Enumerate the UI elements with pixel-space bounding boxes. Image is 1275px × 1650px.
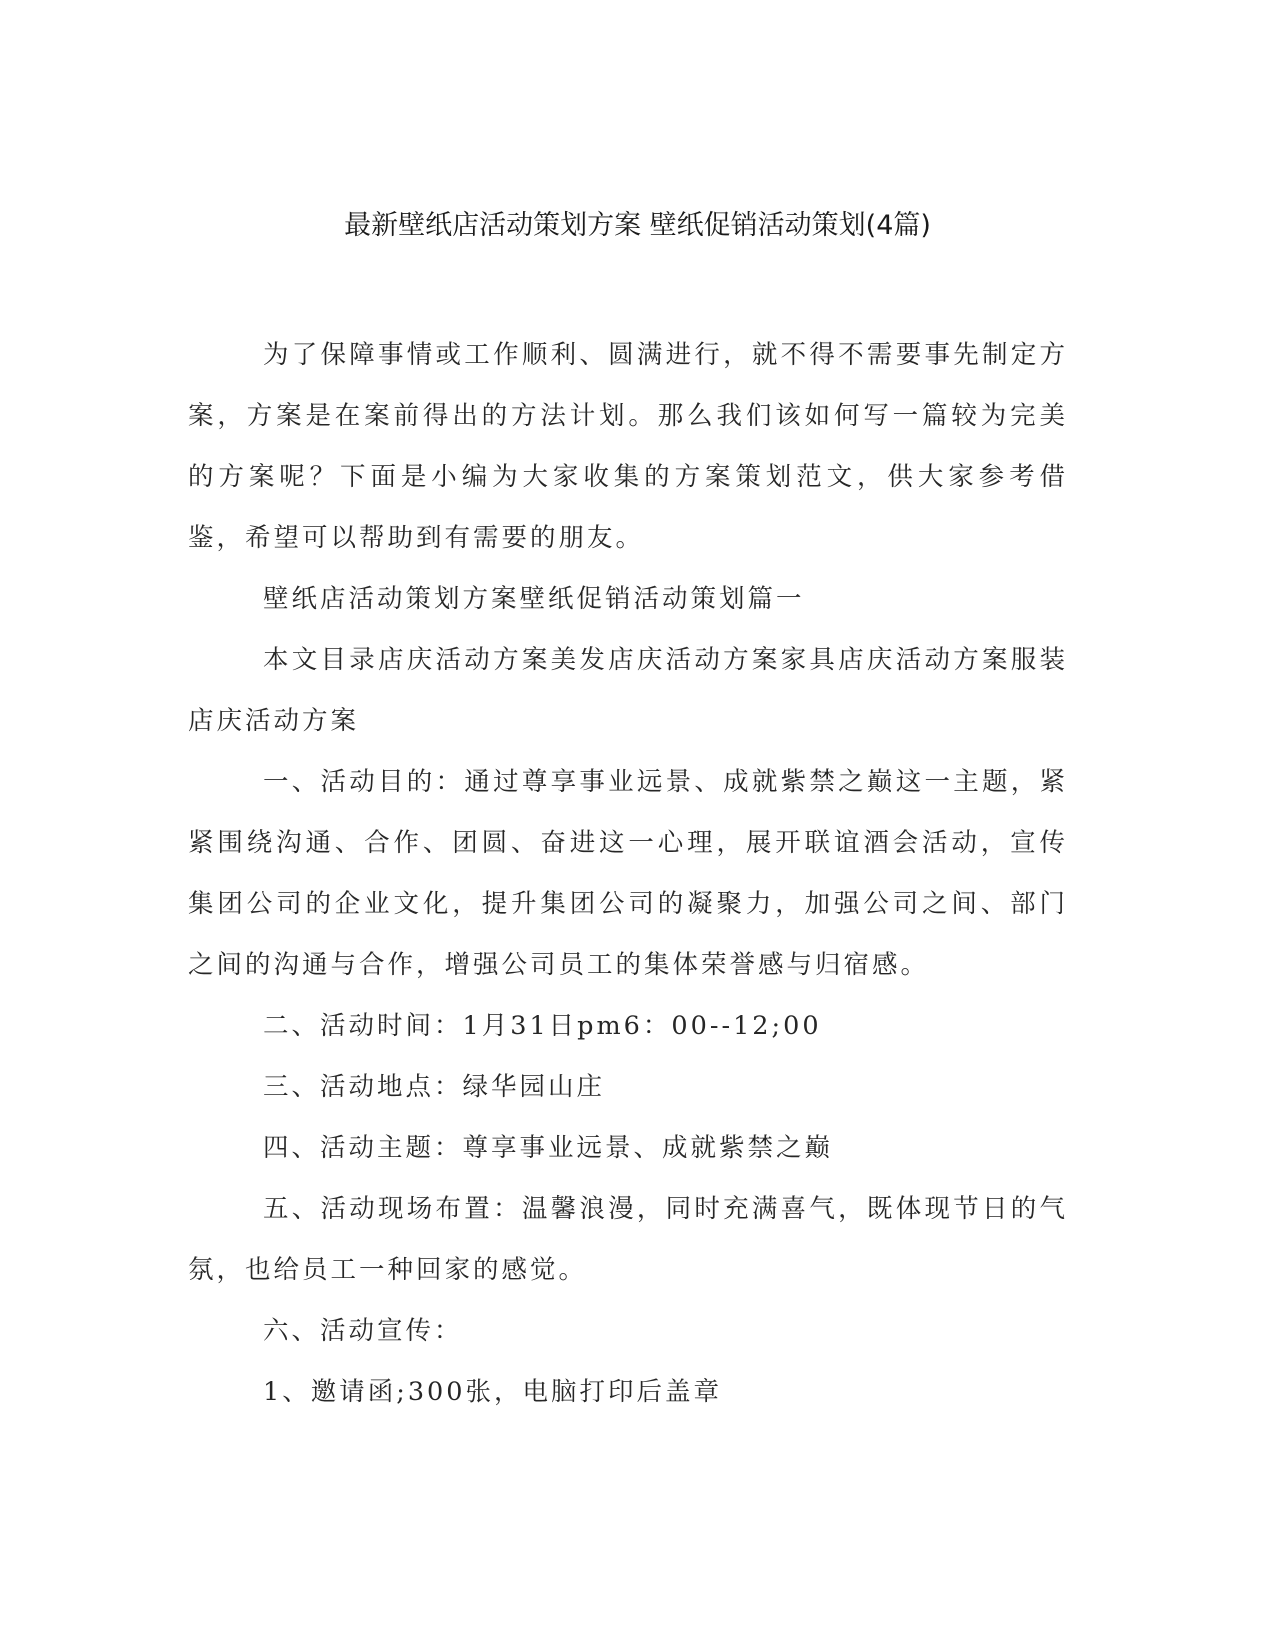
activity-venue-setup: 五、活动现场布置：温馨浪漫，同时充满喜气，既体现节日的气氛，也给员工一种回家的感觉。 — [188, 1194, 1068, 1285]
document-title: 最新壁纸店活动策划方案 壁纸促销活动策划(4篇) — [344, 210, 931, 241]
activity-purpose: 一、活动目的：通过尊享事业远景、成就紫禁之巅这一主题，紧紧围绕沟通、合作、团圆、奋进这一心理，展开联谊酒会活动，宣传集团公司的企业文化，提升集团公司的凝聚力，加强公司之间、部门之间的沟通与合作，增强公司员工的集体荣誉感与归宿感。 — [188, 767, 1068, 980]
section-heading: 壁纸店活动策划方案壁纸促销活动策划篇一 — [263, 584, 805, 614]
document-body — [188, 325, 1068, 1423]
activity-publicity: 六、活动宣传： — [263, 1316, 463, 1346]
invitation-item: 1、邀请函;300张，电脑打印后盖章 — [263, 1377, 722, 1407]
activity-time: 二、活动时间：1月31日pm6：00--12;00 — [263, 1011, 822, 1041]
activity-location: 三、活动地点：绿华园山庄 — [263, 1072, 606, 1102]
intro-paragraph: 为了保障事情或工作顺利、圆满进行，就不得不需要事先制定方案，方案是在案前得出的方法计划。那么我们该如何写一篇较为完美的方案呢？下面是小编为大家收集的方案策划范文，供大家参考借鉴，希望可以帮助到有需要的朋友。 — [188, 340, 1068, 553]
table-of-contents-line: 本文目录店庆活动方案美发店庆活动方案家具店庆活动方案服装店庆活动方案 — [188, 645, 1068, 736]
activity-theme: 四、活动主题：尊享事业远景、成就紫禁之巅 — [263, 1133, 834, 1163]
